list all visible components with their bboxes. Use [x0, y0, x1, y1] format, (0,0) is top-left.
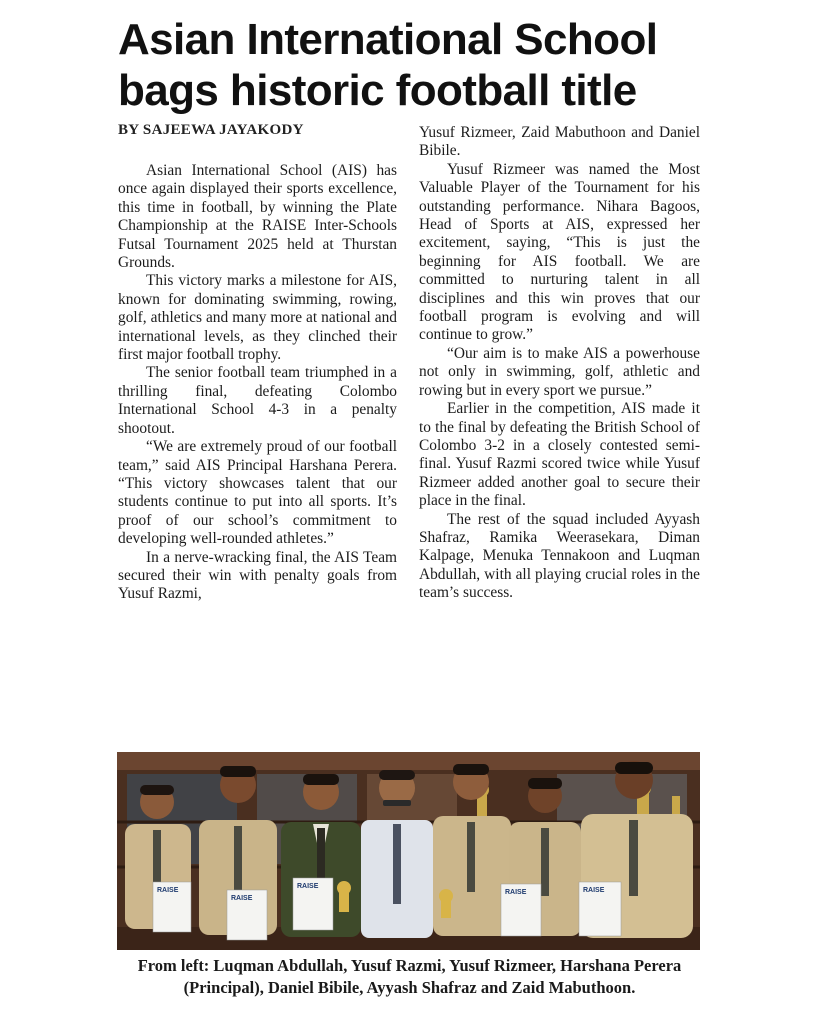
- certificate-label: RAISE: [583, 887, 605, 894]
- paragraph: Yusuf Rizmeer was named the Most Valuable Player of the Tournament for his outstanding performance. Nihara Bagoos, Head of Sports at AIS, expressed her excitement, saying, “This is just the beginning for AIS football. We are committed to nurturing talent in all disciplines and this win proves that our football program is evolving and will continue to grow.”: [419, 160, 700, 344]
- paragraph: “We are extremely proud of our football team,” said AIS Principal Harshana Perera. “This victory showcases talent that our students continue to put into all sports. It’s proof of our school’s commitment to developing well-rounded athletes.”: [118, 438, 397, 548]
- certificate-label: RAISE: [157, 887, 179, 894]
- byline: BY SAJEEWA JAYAKODY: [118, 122, 304, 138]
- headline: Asian International School bags historic football title: [118, 15, 658, 115]
- paragraph: The senior football team triumphed in a thrilling final, defeating Colombo International School 4-3 in a penalty shootout.: [118, 364, 397, 437]
- team-photo: [117, 752, 700, 950]
- paragraph: Asian International School (AIS) has once again displayed their sports excellence, this time in football, by winning the Plate Championship at the RAISE Inter-Schools Futsal Tournament 2025 held at Thurstan Grounds.: [118, 162, 397, 272]
- paragraph: “Our aim is to make AIS a powerhouse not only in swimming, golf, athletic and rowing but in every sport we pursue.”: [419, 344, 700, 399]
- certificate-label: RAISE: [297, 883, 319, 890]
- paragraph: In a nerve-wracking final, the AIS Team secured their win with penalty goals from Yusuf Razmi,: [118, 548, 397, 603]
- article-column-left: [118, 162, 397, 604]
- article-column-right: [419, 124, 700, 603]
- certificate-label: RAISE: [505, 889, 527, 896]
- certificate-label: RAISE: [231, 895, 253, 902]
- paragraph-continued: Yusuf Rizmeer, Zaid Mabuthoon and Daniel Bibile.: [419, 124, 700, 160]
- photo-caption: From left: Luqman Abdullah, Yusuf Razmi, Yusuf Rizmeer, Harshana Perera (Principal), Daniel Bibile, Ayyash Shafraz and Zaid Mabuthoon.: [137, 956, 682, 997]
- paragraph: Earlier in the competition, AIS made it to the final by defeating the British School of Colombo 3-2 in a closely contested semi-final. Yusuf Razmi scored twice while Yusuf Rizmeer added another goal to secure their place in the final.: [419, 400, 700, 510]
- paragraph: This victory marks a milestone for AIS, known for dominating swimming, rowing, golf, athletics and many more at national and international levels, as they clinched their first major football trophy.: [118, 272, 397, 364]
- paragraph: The rest of the squad included Ayyash Shafraz, Ramika Weerasekara, Diman Kalpage, Menuka Tennakoon and Luqman Abdullah, with all playing crucial roles in the team’s success.: [419, 510, 700, 602]
